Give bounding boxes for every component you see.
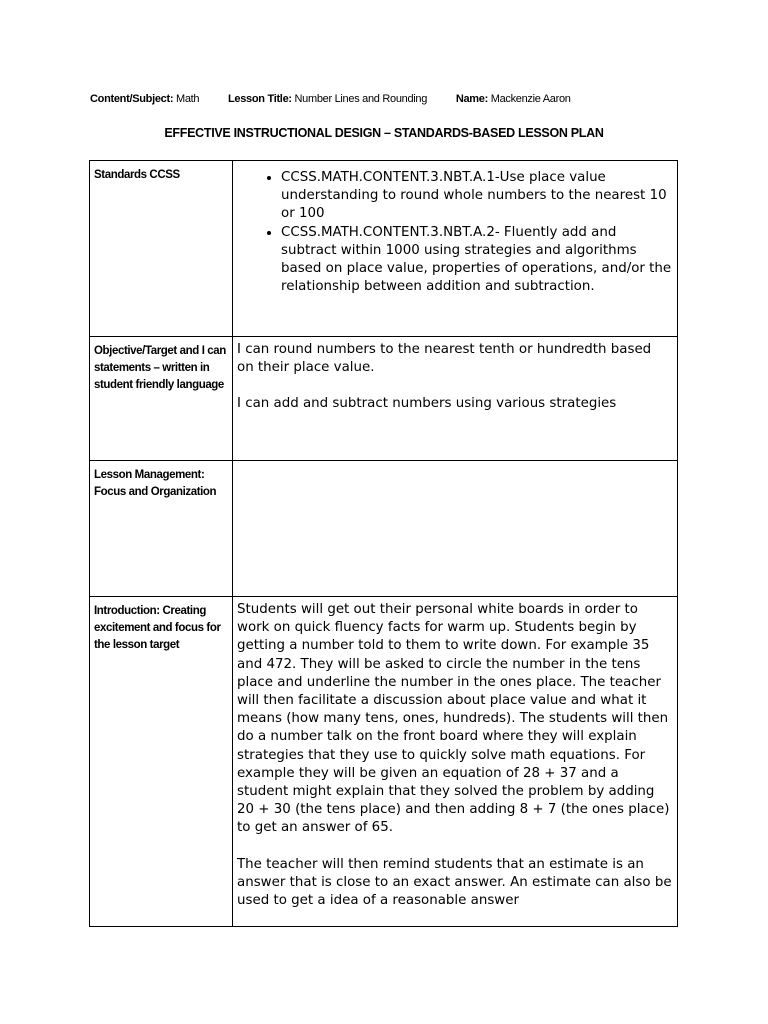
introduction-paragraph: The teacher will then remind students that an estimate is an answer that is close to an exact answer. An estimate can also be used to get a idea of a reasonable answer [237, 856, 672, 909]
objective-content [233, 337, 678, 461]
document-title: EFFECTIVE INSTRUCTIONAL DESIGN – STANDARDS-BASED LESSON PLAN [164, 126, 604, 140]
table-row-management [90, 461, 678, 597]
table-row-objective [90, 337, 678, 461]
table-row-introduction [90, 597, 678, 927]
objective-statement: I can add and subtract numbers using various strategies [237, 396, 617, 412]
standards-content [233, 161, 678, 337]
standards-label: Standards CCSS [90, 161, 233, 337]
lesson-title-value: Number Lines and Rounding [294, 93, 428, 105]
lesson-title [228, 93, 427, 105]
content-subject-value: Math [175, 93, 200, 105]
table-row-standards [90, 161, 678, 337]
lesson-plan-table [89, 160, 678, 927]
standard-item: • CCSS.MATH.CONTENT.3.NBT.A.2- Fluently add and subtract within 1000 using strategies and algorithms based on place value, properties of operations, and/or the relationship between addition and subtraction. [281, 224, 672, 297]
author-name [456, 93, 571, 105]
introduction-label [90, 597, 233, 927]
introduction-content [233, 597, 678, 927]
introduction-label-rest: : Creating excitement and focus for the lesson target [94, 605, 221, 651]
objective-label: Objective/Target and I can statements – written in student friendly language [90, 337, 233, 461]
standard-item: • CCSS.MATH.CONTENT.3.NBT.A.1-Use place value understanding to round whole numbers to the nearest 10 or 100 [281, 169, 672, 224]
document-header [90, 93, 690, 105]
lesson-title-label: Lesson Title: [228, 93, 292, 105]
content-subject-label: Content/Subject: [90, 93, 174, 105]
author-name-value: Mackenzie Aaron [490, 93, 571, 105]
content-subject [90, 93, 199, 105]
standards-list [237, 169, 672, 296]
management-content [233, 461, 678, 597]
management-label: Lesson Management: Focus and Organization [90, 461, 233, 597]
introduction-paragraph: Students will get out their personal white boards in order to work on quick fluency facts for warm up. Students begin by getting a number told to them to write down. For example 35 and 472. They will be asked to circle the number in the tens place and underline the number in the ones place. The teacher will then facilitate a discussion about place value and what it means (how many tens, ones, hundreds). The students will then do a number talk on the front board where they will explain strategies that they use to quickly solve math equations. For example they will be given an equation of 28 + 37 and a student might explain that they solved the problem by adding 20 + 30 (the tens place) and then adding 8 + 7 (the ones place) to get an answer of 65. [237, 602, 670, 836]
objective-statement: I can round numbers to the nearest tenth or hundredth based on their place value. [237, 342, 652, 376]
author-name-label: Name: [455, 93, 488, 105]
introduction-label-bold: Introduction [94, 605, 157, 617]
